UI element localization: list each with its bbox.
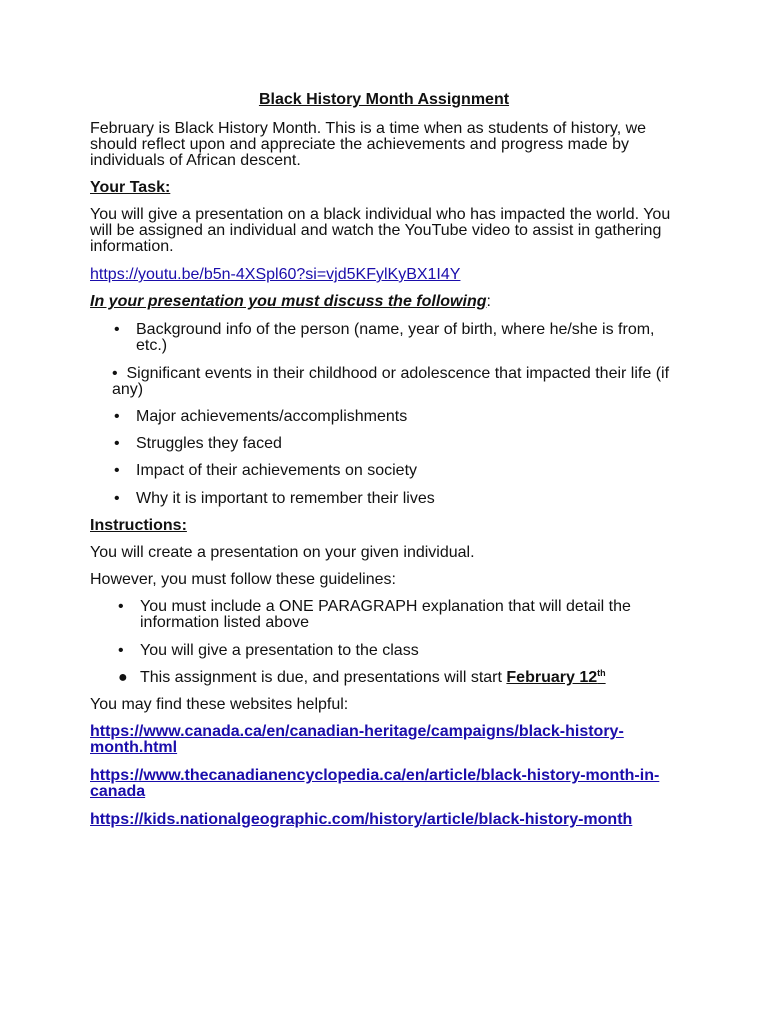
bullet-icon: • <box>118 598 124 615</box>
canada-link[interactable]: https://www.canada.ca/en/canadian-heritage/campaigns/black-history-month.html <box>90 723 624 756</box>
list-item-text: Significant events in their childhood or adolescence that impacted their life (if any) <box>112 365 670 398</box>
list-item-text: You must include a ONE PARAGRAPH explanation that will detail the information listed above <box>140 598 631 631</box>
list-item-text: You will give a presentation to the class <box>140 642 419 659</box>
bullet-icon: • <box>118 642 124 659</box>
list-item-text: Impact of their achievements on society <box>136 462 418 479</box>
list-item-text: Struggles they faced <box>136 435 282 452</box>
instructions-line-2: However, you must follow these guidelines: <box>90 571 396 588</box>
list-item-text: Background info of the person (name, year of birth, where he/she is from, etc.) <box>136 321 655 354</box>
list-item-text <box>140 670 680 686</box>
encyclopedia-link[interactable]: https://www.thecanadianencyclopedia.ca/en/article/black-history-month-in-canada <box>90 767 660 800</box>
due-text: This assignment is due, and presentations will start <box>140 669 507 686</box>
youtube-link[interactable]: https://youtu.be/b5n-4XSpl60?si=vjd5KFylKyBX1I4Y <box>90 266 461 283</box>
instructions-line-1: You will create a presentation on your given individual. <box>90 544 475 561</box>
bullet-icon: • <box>114 408 120 425</box>
bullet-icon: • <box>114 435 120 452</box>
bullet-icon: • <box>114 490 120 507</box>
bullet-icon: • <box>114 321 120 338</box>
list-item-text: Why it is important to remember their lives <box>136 490 435 507</box>
task-heading: Your Task: <box>90 179 171 196</box>
due-date-suffix: th <box>597 668 606 678</box>
discuss-heading-line <box>90 294 680 310</box>
bullet-icon: ● <box>118 669 128 686</box>
discuss-heading: In your presentation you must discuss the following <box>90 293 487 310</box>
task-paragraph: You will give a presentation on a black individual who has impacted the world. You will be assigned an individual and watch the YouTube video to assist in gathering information. <box>90 206 671 255</box>
discuss-heading-colon: : <box>486 293 491 310</box>
list-item-text: Major achievements/accomplishments <box>136 408 408 425</box>
intro-paragraph: February is Black History Month. This is a time when as students of history, we should reflect upon and appreciate the achievements and progress made by individuals of African descent. <box>90 120 647 169</box>
bullet-icon: • <box>112 365 118 382</box>
instructions-heading: Instructions: <box>90 517 187 534</box>
due-date: February 12th <box>506 668 606 686</box>
bullet-icon: • <box>114 462 120 479</box>
list-item <box>112 366 682 398</box>
websites-intro: You may find these websites helpful: <box>90 696 349 713</box>
page-title: Black History Month Assignment <box>258 91 510 108</box>
natgeo-link[interactable]: https://kids.nationalgeographic.com/history/article/black-history-month <box>90 811 633 828</box>
